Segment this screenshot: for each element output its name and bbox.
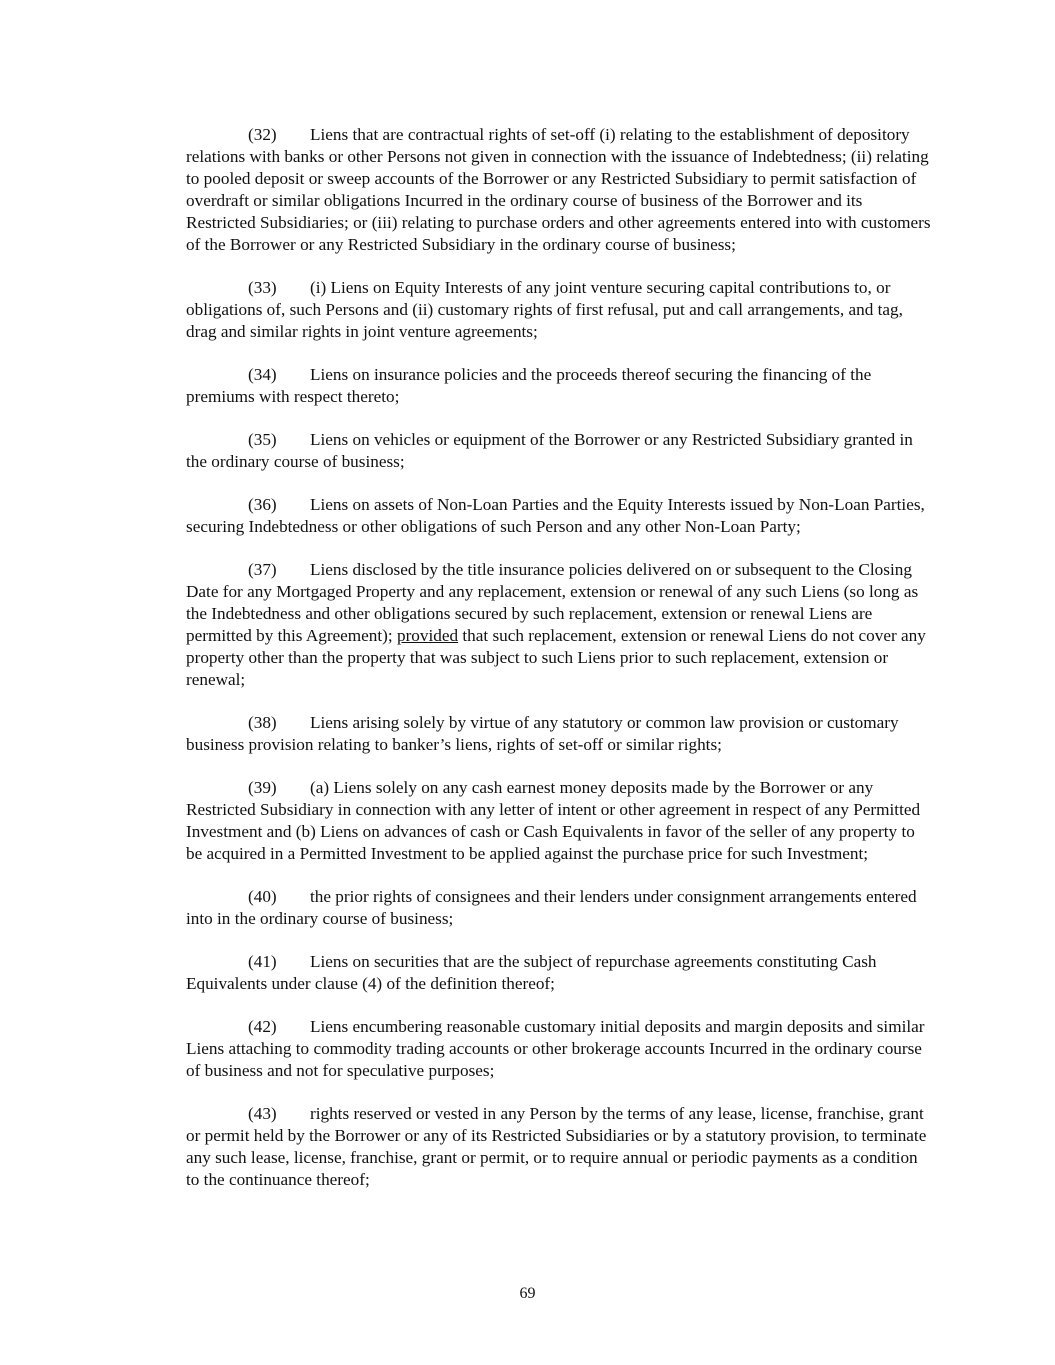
clause-number: (41) bbox=[248, 952, 277, 971]
clause-text: Liens on assets of Non-Loan Parties and the Equity Interests issued by Non-Loan Parties, securing Indebtedness or other obligations of such Person and any other Non-Loan Party; bbox=[186, 495, 925, 536]
clause-41 bbox=[186, 951, 934, 995]
clause-39 bbox=[186, 777, 934, 865]
clause-42 bbox=[186, 1016, 934, 1082]
clause-43 bbox=[186, 1103, 934, 1191]
clause-number: (35) bbox=[248, 430, 277, 449]
clause-text: (i) Liens on Equity Interests of any joint venture securing capital contributions to, or obligations of, such Persons and (ii) customary rights of first refusal, put and call arrangements, and tag, drag and similar rights in joint venture agreements; bbox=[186, 278, 903, 341]
clause-text: Liens arising solely by virtue of any statutory or common law provision or customary business provision relating to banker’s liens, rights of set-off or similar rights; bbox=[186, 713, 899, 754]
clause-number: (38) bbox=[248, 713, 277, 732]
clause-38 bbox=[186, 712, 934, 756]
clause-number: (37) bbox=[248, 560, 277, 579]
clause-text-after: that such replacement, extension or renewal Liens do not cover any property other than the property that was subject to such Liens prior to such replacement, extension or renewal; bbox=[186, 626, 926, 689]
clause-text: the prior rights of consignees and their lenders under consignment arrangements entered into in the ordinary course of business; bbox=[186, 887, 917, 928]
clause-text: Liens on securities that are the subject of repurchase agreements constituting Cash Equivalents under clause (4) of the definition thereof; bbox=[186, 952, 877, 993]
clause-37 bbox=[186, 559, 934, 691]
clause-35 bbox=[186, 429, 934, 473]
clause-number: (34) bbox=[248, 365, 277, 384]
clause-text: rights reserved or vested in any Person by the terms of any lease, license, franchise, grant or permit held by the Borrower or any of its Restricted Subsidiaries or by a statutory provision, to terminate any such lease, license, franchise, grant or permit, or to require annual or periodic payments as a condition to the continuance thereof; bbox=[186, 1104, 927, 1189]
clause-number: (42) bbox=[248, 1017, 277, 1036]
clause-text: Liens encumbering reasonable customary initial deposits and margin deposits and similar Liens attaching to commodity trading accounts or other brokerage accounts Incurred in the ordinary course of business and not for speculative purposes; bbox=[186, 1017, 925, 1080]
clause-text: Liens that are contractual rights of set-off (i) relating to the establishment of depository relations with banks or other Persons not given in connection with the issuance of Indebtedness; (ii) relating to pooled deposit or sweep accounts of the Borrower or any Restricted Subsidiary to permit satisfaction of overdraft or similar obligations Incurred in the ordinary course of business of the Borrower and its Restricted Subsidiaries; or (iii) relating to purchase orders and other agreements entered into with customers of the Borrower or any Restricted Subsidiary in the ordinary course of business; bbox=[186, 125, 931, 254]
underlined-term: provided bbox=[396, 626, 459, 645]
clause-32 bbox=[186, 124, 934, 256]
clause-33 bbox=[186, 277, 934, 343]
clause-text: (a) Liens solely on any cash earnest money deposits made by the Borrower or any Restricted Subsidiary in connection with any letter of intent or other agreement in respect of any Permitted Investment and (b) Liens on advances of cash or Cash Equivalents in favor of the seller of any property to be acquired in a Permitted Investment to be applied against the purchase price for such Investment; bbox=[186, 778, 921, 863]
page-number: 69 bbox=[519, 1285, 536, 1302]
clause-text-before: Liens disclosed by the title insurance policies delivered on or subsequent to the Closing Date for any Mortgaged Property and any replacement, extension or renewal of any such Liens (so long as the Indebtedness and other obligations secured by such replacement, extension or renewal Liens are permitted by this Agreement); bbox=[186, 560, 919, 645]
document-page bbox=[186, 124, 934, 1212]
clause-number: (33) bbox=[248, 278, 277, 297]
clause-number: (32) bbox=[248, 125, 277, 144]
clause-36 bbox=[186, 494, 934, 538]
clause-text: Liens on vehicles or equipment of the Borrower or any Restricted Subsidiary granted in the ordinary course of business; bbox=[186, 430, 913, 471]
clause-34 bbox=[186, 364, 934, 408]
clause-text: Liens on insurance policies and the proceeds thereof securing the financing of the premiums with respect thereto; bbox=[186, 365, 872, 406]
clause-number: (36) bbox=[248, 495, 277, 514]
clause-number: (39) bbox=[248, 778, 277, 797]
clause-number: (43) bbox=[248, 1104, 277, 1123]
clause-40 bbox=[186, 886, 934, 930]
clause-number: (40) bbox=[248, 887, 277, 906]
